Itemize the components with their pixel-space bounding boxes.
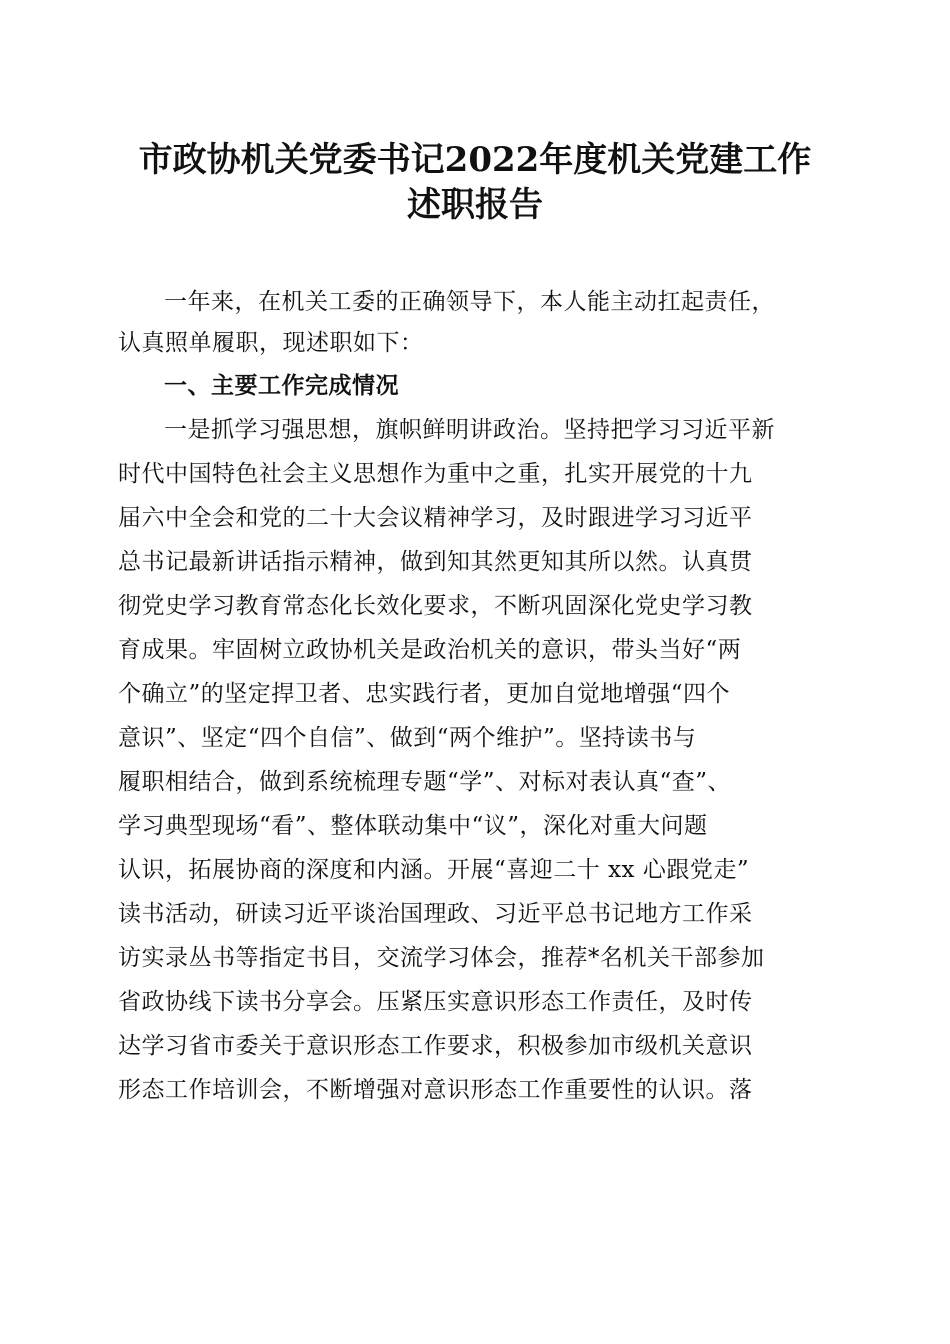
section-heading: 一、主要工作完成情况 bbox=[164, 373, 399, 399]
paragraph-line: 意识”、坚定“四个自信”、做到“两个维护”。坚持读书与 bbox=[118, 725, 697, 751]
paragraph-line: 读书活动，研读习近平谈治国理政、习近平总书记地方工作采 bbox=[118, 901, 753, 927]
paragraph-line: 履职相结合，做到系统梳理专题“学”、对标对表认真“查”、 bbox=[118, 769, 732, 795]
paragraph-line: 访实录丛书等指定书目，交流学习体会，推荐*名机关干部参加 bbox=[118, 945, 765, 971]
paragraph-line: 彻党史学习教育常态化长效化要求，不断巩固深化党史学习教 bbox=[118, 593, 753, 619]
paragraph-line: 育成果。牢固树立政协机关是政治机关的意识，带头当好“两 bbox=[118, 637, 742, 663]
intro-line-1: 一年来，在机关工委的正确领导下，本人能主动扛起责任， bbox=[164, 289, 775, 315]
paragraph-line: 省政协线下读书分享会。压紧压实意识形态工作责任，及时传 bbox=[118, 989, 753, 1015]
document-title-line-2: 述职报告 bbox=[407, 185, 543, 225]
paragraph-line: 达学习省市委关于意识形态工作要求，积极参加市级机关意识 bbox=[118, 1033, 753, 1059]
paragraph-first-rest: 坚持把学习习近平新 bbox=[563, 417, 775, 443]
document-title-line-1: 市政协机关党委书记2022年度机关党建工作 bbox=[138, 140, 812, 180]
paragraph-line: 总书记最新讲话指示精神，做到知其然更知其所以然。认真贯 bbox=[118, 549, 753, 575]
paragraph-line: 学习典型现场“看”、整体联动集中“议”，深化对重大问题 bbox=[118, 813, 708, 839]
paragraph-line: 届六中全会和党的二十大会议精神学习，及时跟进学习习近平 bbox=[118, 505, 753, 531]
paragraph-line: 形态工作培训会，不断增强对意识形态工作重要性的认识。落 bbox=[118, 1077, 753, 1103]
paragraph-line: 认识，拓展协商的深度和内涵。开展“喜迎二十 xx 心跟党走” bbox=[118, 857, 750, 883]
intro-line-2: 认真照单履职，现述职如下： bbox=[118, 330, 424, 356]
paragraph-lead: 一是抓学习强思想，旗帜鲜明讲政治。 bbox=[164, 417, 564, 443]
paragraph-first-line bbox=[118, 409, 775, 451]
paragraph-line: 个确立”的坚定捍卫者、忠实践行者，更加自觉地增强“四个 bbox=[118, 681, 731, 707]
paragraph-line: 时代中国特色社会主义思想作为重中之重，扎实开展党的十九 bbox=[118, 461, 753, 487]
